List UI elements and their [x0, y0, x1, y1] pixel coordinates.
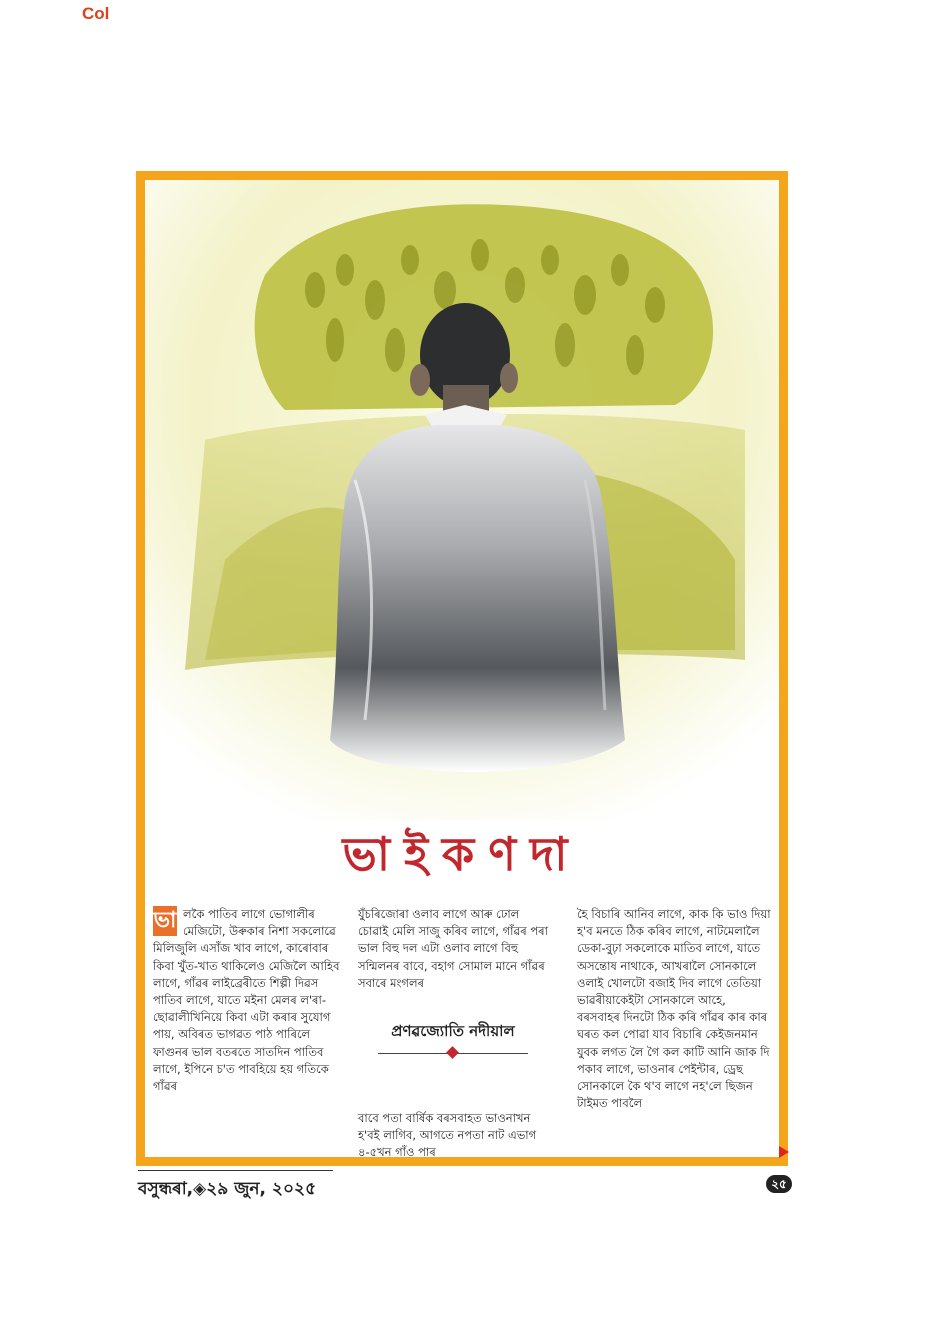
column-2-text: যুঁচৰিজোৰা ওলাব লাগে আৰু ঢোল চোৱাই মেলি সাজু কৰিব লাগে, গাঁৱৰ পৰা ভাল বিহু দল এটা ওলাব লাগে বিহু সন্মিলনৰ বাবে, বহাগ সোমাল মানে গাঁৱৰ সবাৰে মংগলৰ	[358, 907, 548, 990]
article-title: ভাইকণদা	[342, 827, 582, 881]
diamond-icon	[446, 1046, 459, 1059]
dropcap: ভা	[153, 906, 177, 936]
footer-publication: বসুন্ধৰা,◈২৯ জুন, ২০২৫	[138, 1179, 317, 1199]
article-frame	[136, 171, 788, 1166]
corner-label: Col	[82, 4, 110, 23]
continue-arrow-icon	[779, 1146, 789, 1158]
column-1-text: লকৈ পাতিব লাগে ভোগালীৰ মেজিটো, উৰুকাৰ নিশা সকলোৱে মিলিজুলি এসাঁজ খাব লাগে, কাৰোবাৰ কিবা খুঁত-খাত থাকিলেও মেজিলৈ আহিব লাগে, গাঁৱৰ লাইব্ৰেৰীতে শিল্পী দিৱস পাতিব লাগে, যাতে মইনা মেলৰ ল'ৰা-ছোৱালীখিনিয়ে কিবা এটা কৰাৰ সুযোগ পায়, অবিৰত ভাগৱত পাঠ পাৰিলে ফাগুনৰ ভাল বতৰতে সাতদিন পাতিব লাগে, ইপিনে চ'ত পাবহিয়ে হয় গতিকে গাঁৱৰ	[153, 907, 340, 1094]
footer-divider	[138, 1170, 333, 1171]
column-3	[577, 906, 771, 1112]
column-2-continued	[358, 1110, 548, 1162]
byline-divider	[378, 1053, 528, 1054]
column-2b-text: বাবে পতা বাৰ্ষিক বৰসবাহত ভাওনাখন হ'বই লাগিব, আগতে নপতা নাট এভাগ ৪-৫খন গাঁও পাৰ	[358, 1111, 537, 1160]
page-number: ২৫	[766, 1175, 792, 1193]
author-name: প্ৰণৱজ্যোতি নদীয়াল	[391, 1022, 515, 1040]
column-2	[358, 906, 548, 992]
illustration-man-from-behind	[145, 180, 779, 820]
column-3-text: হৈ বিচাৰি আনিব লাগে, কাক কি ভাও দিয়া হ'ব মনতে ঠিক কৰিব লাগে, নাটমেলালৈ ডেকা-বুঢ়া সকলোকে মাতিব লাগে, যাতে অসন্তোষ নাথাকে, আখৰালৈ সোনকালে ওলাই খোলটো বজাই দিব লাগে তেতিয়া ভাৱৰীয়াকেইটা সোনকালে আহে, বৰসবাহৰ দিনটো ঠিক কৰি গাঁৱৰ কাৰ কাৰ ঘৰত কল পোৱা যাব বিচাৰি কেইজনমান যুবক লগত লৈ গৈ কল কাটি আনি জাক দি পকাব লাগে, ভাওনাৰ পেইন্টাৰ, ড্ৰেছ সোনকালে কৈ থ'ব লাগে নহ'লে ছিজন টাইমত পাবলৈ	[577, 907, 771, 1111]
column-1	[153, 906, 341, 1095]
author-byline	[358, 1020, 548, 1054]
